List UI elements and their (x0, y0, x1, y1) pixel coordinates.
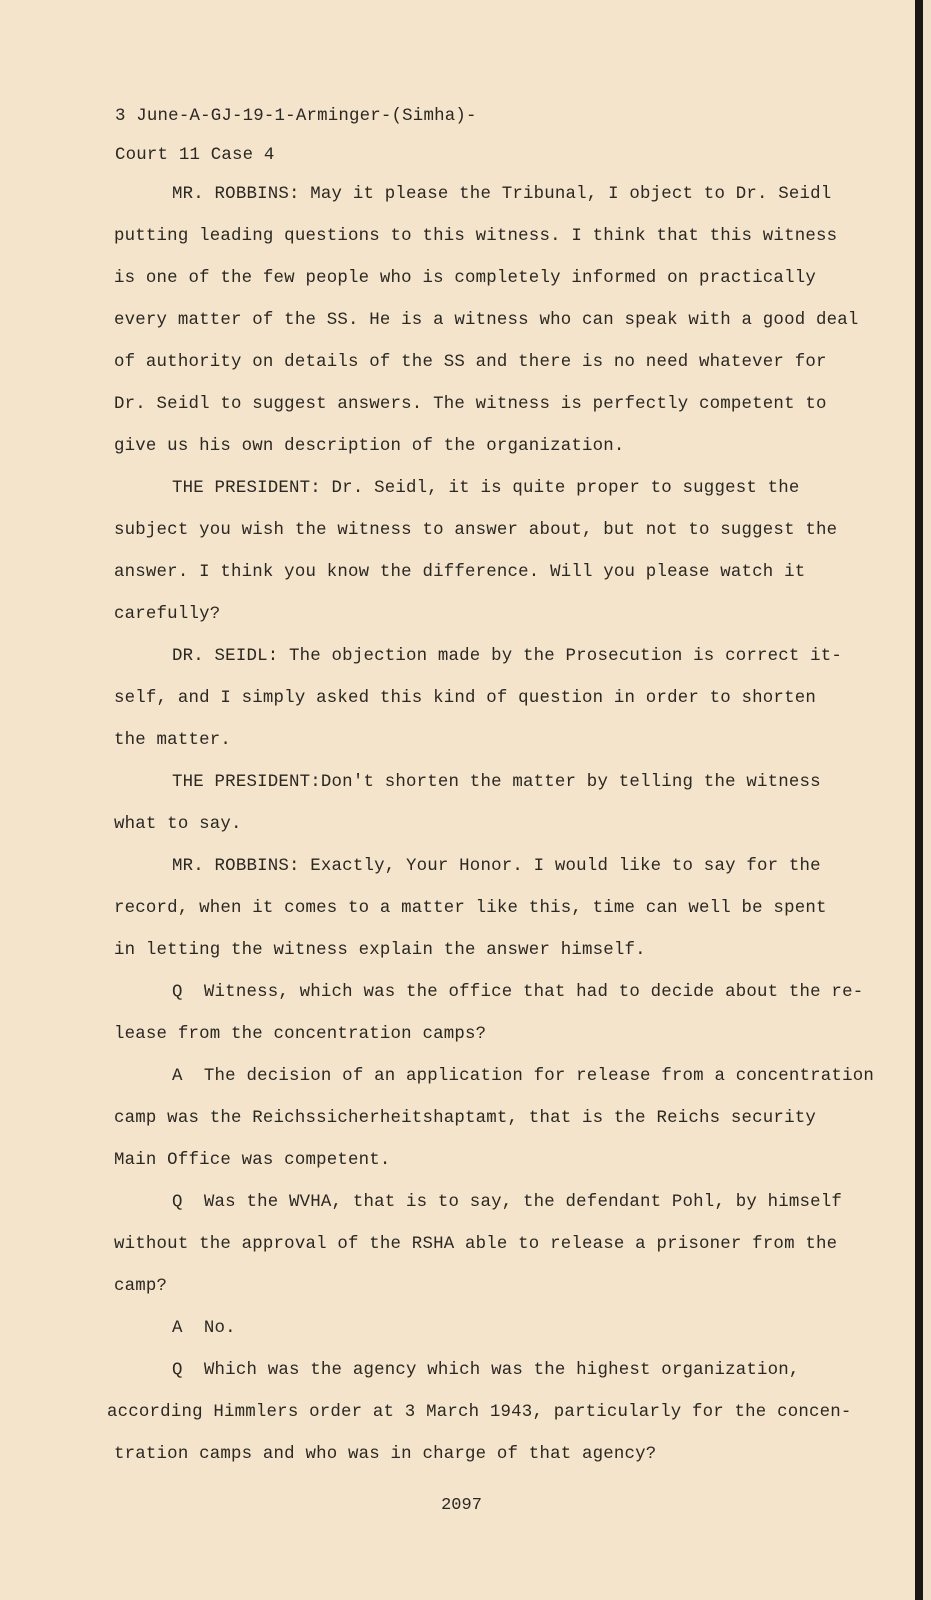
text-line: MR. ROBBINS: May it please the Tribunal, I object to Dr. Seidl (172, 185, 832, 204)
text-line: carefully? (114, 605, 221, 624)
text-line: is one of the few people who is completely informed on practically (114, 269, 816, 288)
page-number: 2097 (441, 1496, 482, 1515)
text-line: what to say. (114, 815, 242, 834)
text-line: DR. SEIDL: The objection made by the Prosecution is correct it- (172, 647, 843, 666)
header-line-2: Court 11 Case 4 (115, 146, 275, 165)
text-line: record, when it comes to a matter like this, time can well be spent (114, 899, 827, 918)
text-line: subject you wish the witness to answer about, but not to suggest the (114, 521, 838, 540)
text-line: Main Office was competent. (114, 1151, 391, 1170)
text-line: THE PRESIDENT:Don't shorten the matter by telling the witness (172, 773, 821, 792)
text-line: every matter of the SS. He is a witness who can speak with a good deal (114, 311, 859, 330)
text-line: without the approval of the RSHA able to release a prisoner from the (114, 1235, 838, 1254)
text-line: according Himmlers order at 3 March 1943, particularly for the concen- (107, 1403, 852, 1422)
text-line: answer. I think you know the difference. Will you please watch it (114, 563, 806, 582)
text-line: self, and I simply asked this kind of question in order to shorten (114, 689, 816, 708)
text-line: Dr. Seidl to suggest answers. The witness is perfectly competent to (114, 395, 827, 414)
text-line: Q Which was the agency which was the highest organization, (172, 1361, 800, 1380)
text-line: A No. (172, 1319, 236, 1338)
text-line: camp was the Reichssicherheitshaptamt, that is the Reichs security (114, 1109, 816, 1128)
header-line-1: 3 June-A-GJ-19-1-Arminger-(Simha)- (115, 107, 477, 126)
text-line: of authority on details of the SS and there is no need whatever for (114, 353, 827, 372)
text-line: A The decision of an application for release from a concentration (172, 1067, 874, 1086)
text-line: give us his own description of the organization. (114, 437, 625, 456)
text-line: Q Was the WVHA, that is to say, the defendant Pohl, by himself (172, 1193, 843, 1212)
text-line: the matter. (114, 731, 231, 750)
text-line: tration camps and who was in charge of that agency? (114, 1445, 657, 1464)
text-line: THE PRESIDENT: Dr. Seidl, it is quite proper to suggest the (172, 479, 800, 498)
text-line: putting leading questions to this witness. I think that this witness (114, 227, 838, 246)
text-line: camp? (114, 1277, 168, 1296)
text-line: Q Witness, which was the office that had to decide about the re- (172, 983, 864, 1002)
text-line: MR. ROBBINS: Exactly, Your Honor. I would like to say for the (172, 857, 821, 876)
text-line: lease from the concentration camps? (114, 1025, 487, 1044)
text-line: in letting the witness explain the answer himself. (114, 941, 646, 960)
